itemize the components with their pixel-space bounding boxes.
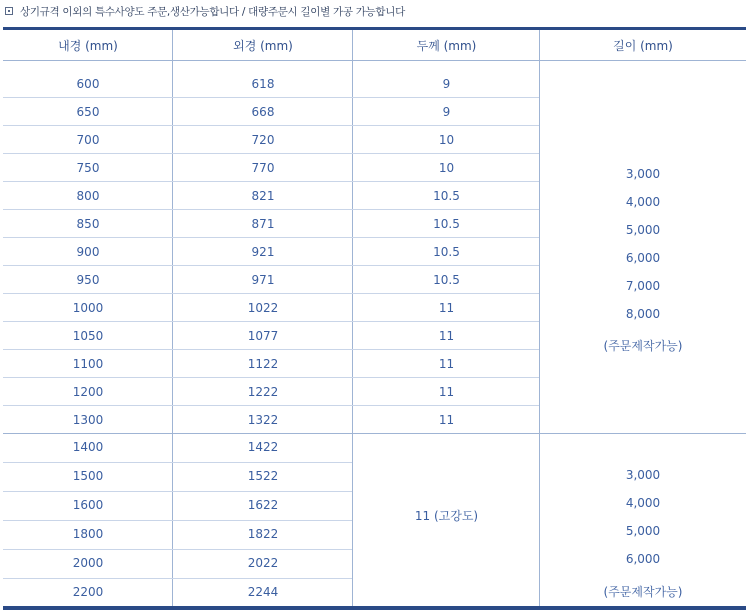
- header-inner-diameter: 내경 (mm): [58, 38, 118, 53]
- cell-inner-diameter: 1050: [72, 329, 104, 343]
- cell-inner-diameter: 1400: [72, 440, 104, 454]
- length-option: 7,000: [625, 279, 661, 293]
- cell-inner-diameter: 1100: [72, 357, 104, 371]
- cell-outer-diameter: 1222: [247, 385, 279, 399]
- notice-line: [5, 3, 405, 19]
- cell-inner-diameter: 700: [76, 133, 100, 147]
- cell-thickness: 11: [438, 329, 455, 343]
- cell-outer-diameter: 1077: [247, 329, 279, 343]
- square-bullet-icon: [5, 7, 13, 15]
- cell-thickness: 10: [438, 133, 455, 147]
- cell-outer-diameter: 770: [251, 161, 275, 175]
- header-divider: [3, 60, 746, 61]
- length-option: 3,000: [625, 468, 661, 482]
- cell-thickness: 10: [438, 161, 455, 175]
- length-option: 5,000: [625, 524, 661, 538]
- cell-outer-diameter: 871: [251, 217, 275, 231]
- cell-outer-diameter: 821: [251, 189, 275, 203]
- cell-outer-diameter: 1422: [247, 440, 279, 454]
- cell-inner-diameter: 900: [76, 245, 100, 259]
- cell-outer-diameter: 618: [251, 77, 275, 91]
- cell-inner-diameter: 1200: [72, 385, 104, 399]
- cell-inner-diameter: 1800: [72, 527, 104, 541]
- notice-text: 상기규격 이외의 특수사양도 주문,생산가능합니다 / 대량주문시 길이별 가공 가능합니다: [20, 5, 405, 18]
- cell-outer-diameter: 1122: [247, 357, 279, 371]
- length-option: 6,000: [625, 251, 661, 265]
- cell-thickness: 10.5: [433, 217, 460, 231]
- length-option: 3,000: [625, 167, 661, 181]
- cell-inner-diameter: 600: [76, 77, 100, 91]
- cell-inner-diameter: 750: [76, 161, 100, 175]
- cell-thickness: 9: [442, 105, 451, 119]
- cell-inner-diameter: 1000: [72, 301, 104, 315]
- cell-outer-diameter: 1622: [247, 498, 279, 512]
- cell-thickness: 10.5: [433, 273, 460, 287]
- cell-outer-diameter: 2244: [247, 585, 279, 599]
- cell-inner-diameter: 2200: [72, 585, 104, 599]
- cell-outer-diameter: 1022: [247, 301, 279, 315]
- cell-inner-diameter: 650: [76, 105, 100, 119]
- thickness-high-strength: [353, 507, 540, 524]
- cell-inner-diameter: 850: [76, 217, 100, 231]
- cell-outer-diameter: 1522: [247, 469, 279, 483]
- cell-outer-diameter: 1322: [247, 413, 279, 427]
- cell-outer-diameter: 720: [251, 133, 275, 147]
- cell-thickness: 11: [438, 301, 455, 315]
- custom-order-note: (주문제작가능): [603, 339, 683, 353]
- cell-inner-diameter: 2000: [72, 556, 104, 570]
- cell-inner-diameter: 950: [76, 273, 100, 287]
- cell-inner-diameter: 1300: [72, 413, 104, 427]
- length-option: 5,000: [625, 223, 661, 237]
- header-length: 길이 (mm): [613, 38, 673, 53]
- length-option: 4,000: [625, 195, 661, 209]
- cell-outer-diameter: 921: [251, 245, 275, 259]
- header-outer-diameter: 외경 (mm): [233, 38, 293, 53]
- length-options-large: [540, 461, 746, 607]
- length-option: 8,000: [625, 307, 661, 321]
- length-options-standard: [540, 160, 746, 364]
- pipe-spec-table: [3, 27, 746, 611]
- cell-thickness: 10.5: [433, 245, 460, 259]
- cell-outer-diameter: 1822: [247, 527, 279, 541]
- cell-inner-diameter: 1500: [72, 469, 104, 483]
- length-option: 6,000: [625, 552, 661, 566]
- cell-thickness: 9: [442, 77, 451, 91]
- cell-inner-diameter: 800: [76, 189, 100, 203]
- length-option: 4,000: [625, 496, 661, 510]
- thickness-high-strength-value: 11 (고강도): [414, 509, 479, 523]
- cell-outer-diameter: 2022: [247, 556, 279, 570]
- cell-thickness: 11: [438, 413, 455, 427]
- cell-thickness: 10.5: [433, 189, 460, 203]
- header-thickness: 두께 (mm): [416, 38, 477, 53]
- cell-outer-diameter: 668: [251, 105, 275, 119]
- cell-inner-diameter: 1600: [72, 498, 104, 512]
- custom-order-note: (주문제작가능): [603, 585, 683, 599]
- cell-outer-diameter: 971: [251, 273, 275, 287]
- cell-thickness: 11: [438, 385, 455, 399]
- cell-thickness: 11: [438, 357, 455, 371]
